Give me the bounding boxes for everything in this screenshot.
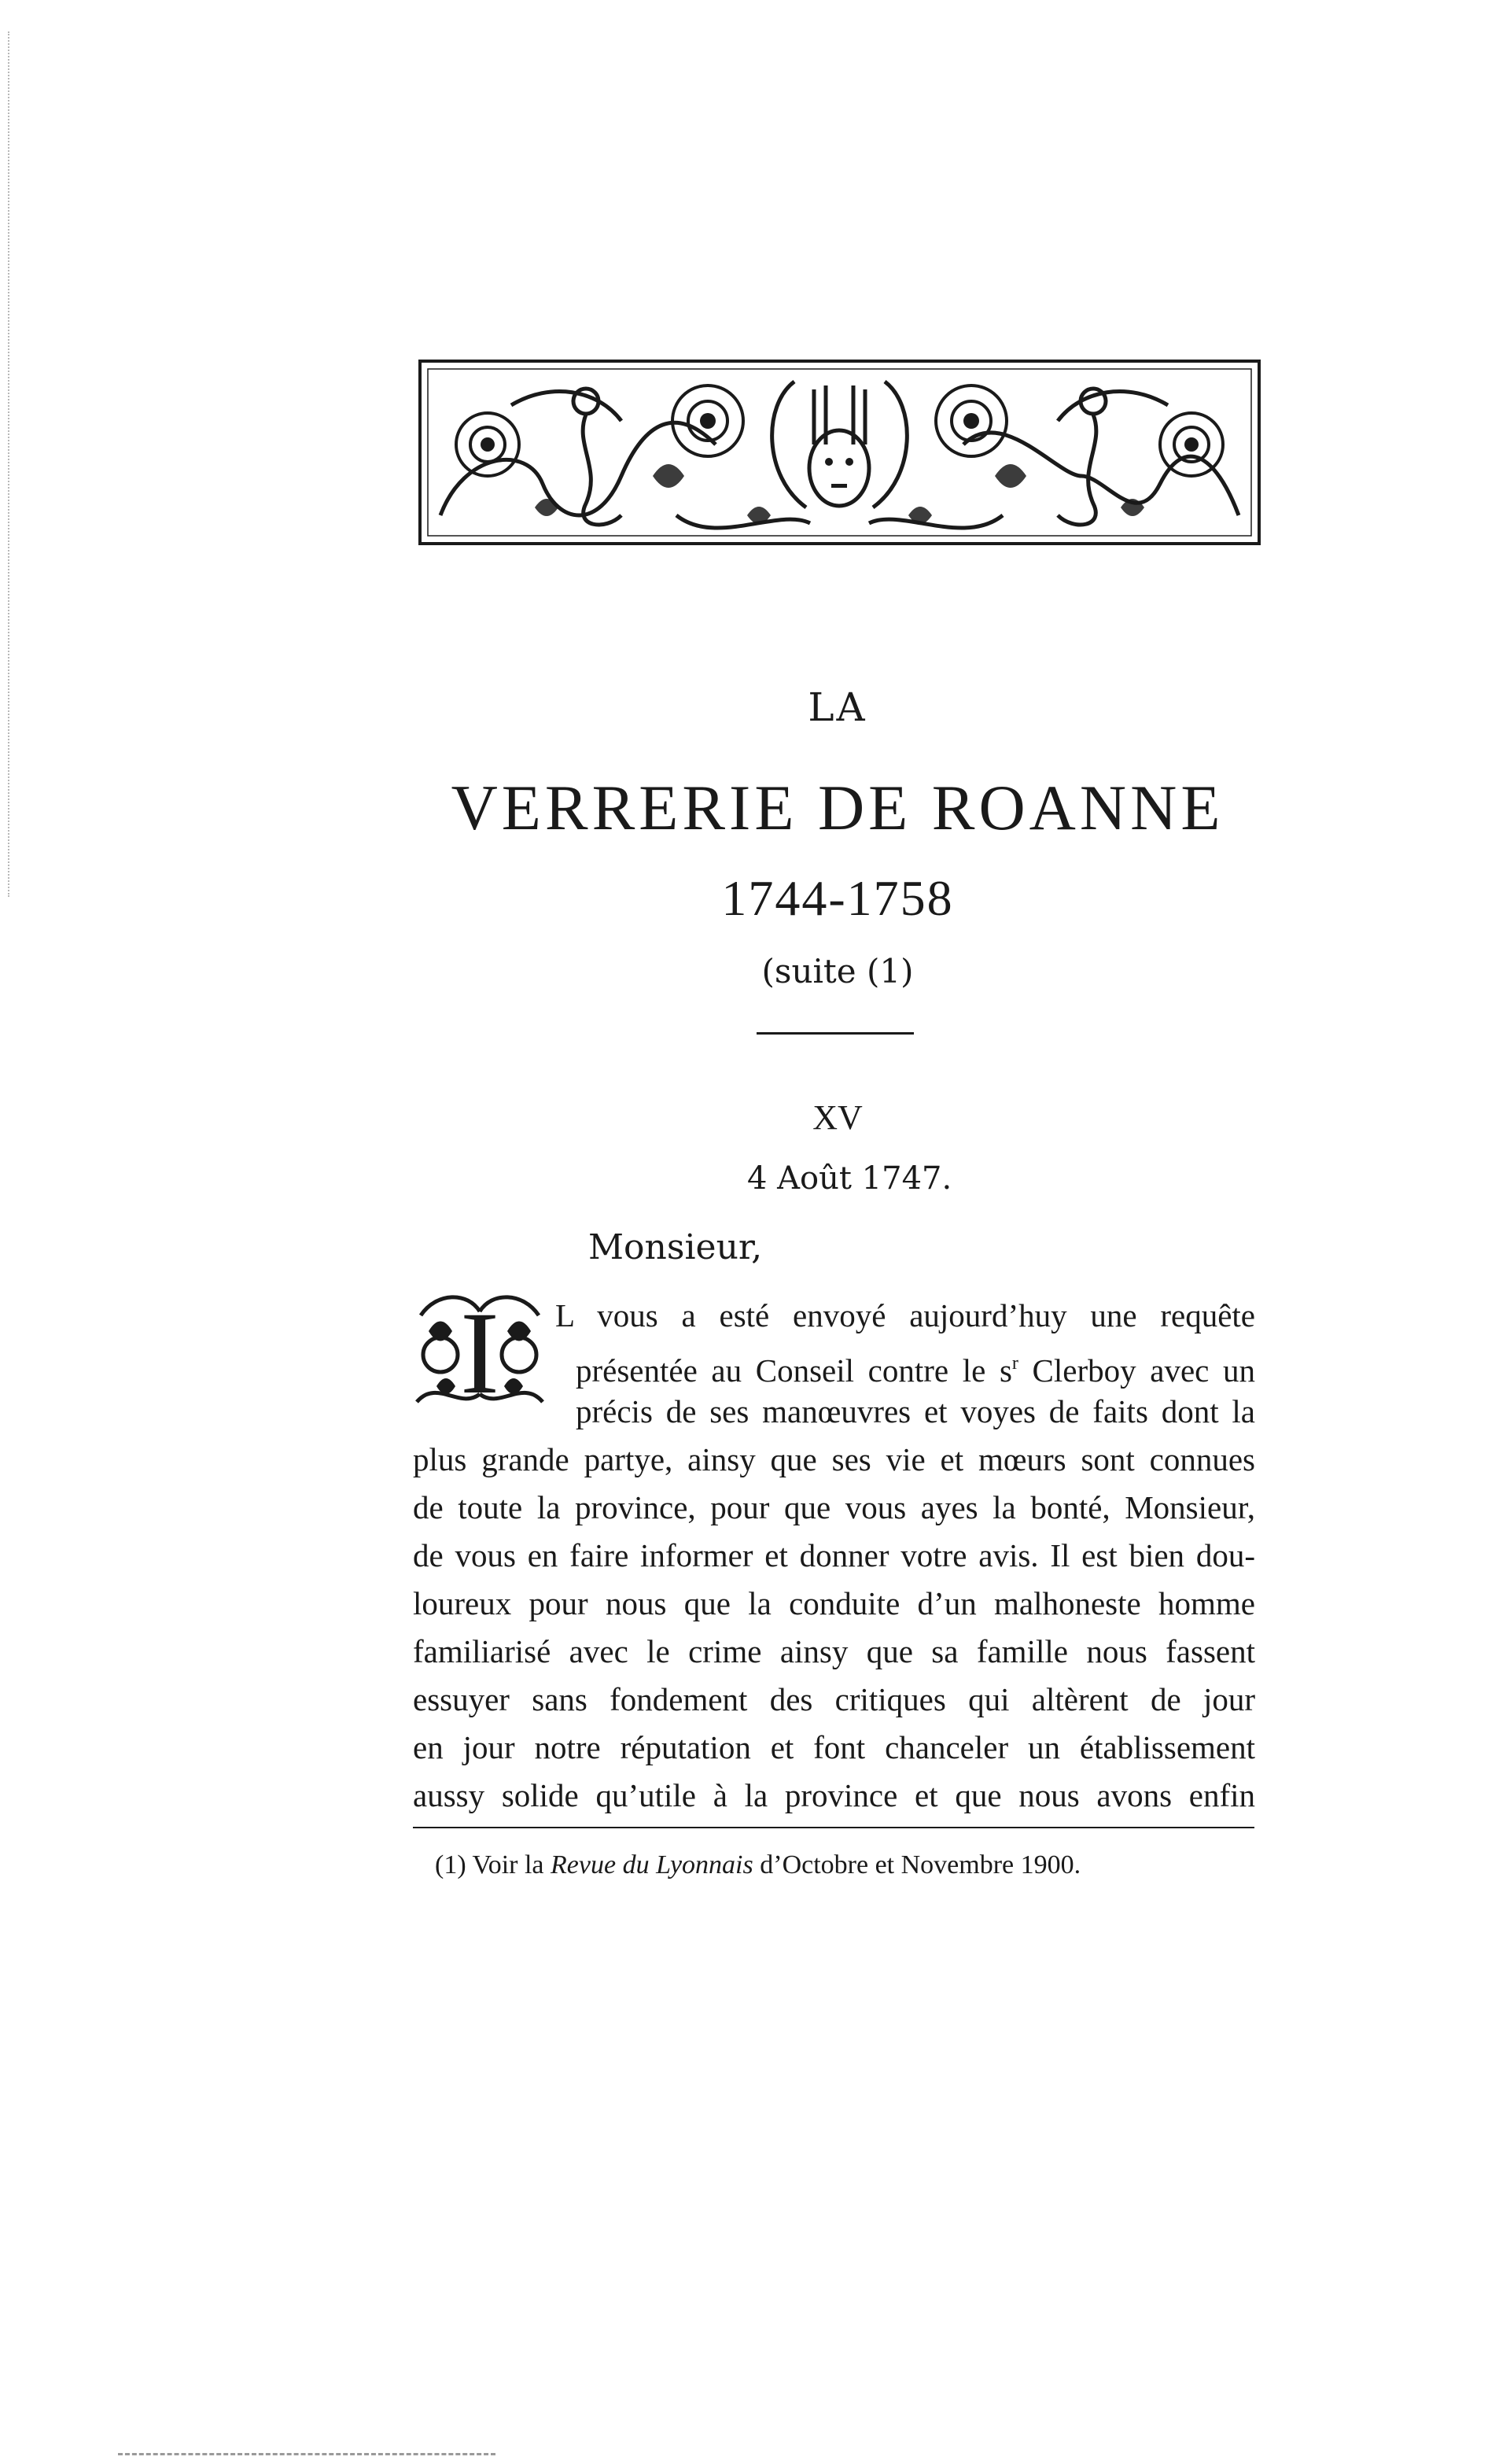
headpiece-ornament-icon [417,358,1262,547]
footnote-divider [413,1827,1254,1828]
body-line: de vous en faire informer et donner votre avis. Il est bien dou- [413,1537,1255,1573]
footnote-text-end: d’Octobre et Novembre 1900. [753,1850,1081,1879]
superscript-abbrev: r [1011,1353,1018,1374]
title-years: 1744-1758 [721,870,954,926]
scan-margin-marks [8,31,16,897]
page-title: VERRERIE DE ROANNE [451,772,1225,843]
body-line: précis de ses manœuvres et voyes de faits dont la [576,1393,1255,1429]
footnote-text: Voir la [466,1850,551,1879]
body-line: loureux pour nous que la conduite d’un malhoneste homme [413,1585,1255,1621]
drop-cap-letter: I [460,1288,499,1418]
continuation-note: (suite (1) [761,952,914,990]
body-line: plus grande partye, ainsy que ses vie et mœurs sont connues [413,1441,1255,1477]
section-number: XV [812,1098,863,1137]
title-kicker: LA [808,684,867,730]
drop-cap-initial-icon [405,1284,554,1418]
body-line: L vous a esté envoyé aujourd’huy une requête [555,1297,1255,1333]
body-line-part: Clerboy avec un [1018,1352,1255,1389]
footnote-journal-title: Revue du Lyonnais [551,1850,753,1879]
body-line: familiarisé avec le crime ainsy que sa famille nous fassent [413,1633,1255,1669]
title-divider [757,1032,914,1035]
body-line: aussy solide qu’utile à la province et que nous avons enfin [413,1777,1255,1813]
letter-date: 4 Août 1747. [747,1160,952,1197]
body-line: essuyer sans fondement des critiques qui altèrent de jour [413,1681,1255,1717]
body-line: en jour notre réputation et font chanceler un établissement [413,1729,1255,1765]
body-line-part: présentée au Conseil contre le s [576,1352,1012,1389]
letter-salutation: Monsieur, [588,1227,763,1267]
footnote [435,1850,1081,1880]
footnote-marker: (1) [435,1850,466,1879]
body-line: de toute la province, pour que vous ayes la bonté, Monsieur, [413,1489,1255,1525]
body-line [576,1340,1255,1388]
scan-bottom-marks [118,2453,495,2457]
